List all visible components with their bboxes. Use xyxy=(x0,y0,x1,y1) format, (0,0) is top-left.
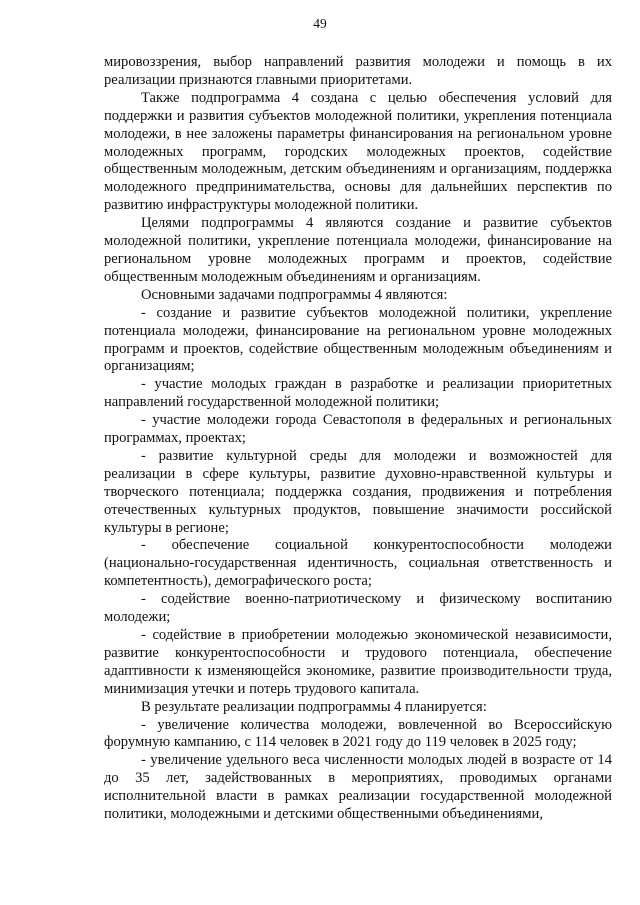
paragraph: В результате реализации подпрограммы 4 планируется: xyxy=(141,698,487,715)
document-body xyxy=(104,54,612,824)
list-item: - содействие в приобретении молодежью экономической независимости, развитие конкурентоспособности и трудового потенциала, обеспечение адаптивности к изменяющейся экономике, развитие производительности труда, минимизация утечки и потерь трудового капитала. xyxy=(104,627,612,697)
paragraph: Также подпрограмма 4 создана с целью обеспечения условий для поддержки и развития субъектов молодежной политики, укрепления потенциала молодежи, в нее заложены параметры финансирования на региональном уровне молодежных программ, городских молодежных проектов, содействие общественным молодежным, детским объединениям и организациям, поддержка молодежного предпринимательства, основы для дальнейших перспектив по развитию инфраструктуры молодежной политики. xyxy=(104,89,612,214)
list-item: - увеличение удельного веса численности молодых людей в возрасте от 14 до 35 лет, задействованных в мероприятиях, проводимых органами исполнительной власти в рамках реализации государственной молодежной политики, молодежными и детскими общественными объединениями, xyxy=(104,752,612,823)
list-item: - участие молодых граждан в разработке и реализации приоритетных направлений государственной молодежной политики; xyxy=(104,376,612,411)
list-item: - содействие военно-патриотическому и физическому воспитанию молодежи; xyxy=(104,591,612,626)
list-item: - обеспечение социальной конкурентоспособности молодежи (национально-государственная идентичность, социальная ответственность и компетентность), демографического роста; xyxy=(104,537,612,590)
page-number: 49 xyxy=(313,16,327,31)
list-item: - развитие культурной среды для молодежи и возможностей для реализации в сфере культуры, развитие духовно-нравственной культуры и творческого потенциала; поддержка создания, продвижения и потребления отечественных культурных продуктов, повышение значимости российской культуры в регионе; xyxy=(104,447,612,536)
paragraph: Целями подпрограммы 4 являются создание и развитие субъектов молодежной политики, укрепление потенциала молодежи, финансирование на региональном уровне молодежных программ и проектов, содействие общественным молодежным объединениям и организациям. xyxy=(104,215,612,285)
paragraph: мировоззрения, выбор направлений развития молодежи и помощь в их реализации признаются главными приоритетами. xyxy=(104,54,612,88)
list-item: - увеличение количества молодежи, вовлеченной во Всероссийскую форумную кампанию, с 114 человек в 2021 году до 119 человек в 2025 году; xyxy=(104,716,612,751)
list-item: - создание и развитие субъектов молодежной политики, укрепление потенциала молодежи, финансирование на региональном уровне молодежных программ и проектов, содействие общественным молодежным объединениям и организациям; xyxy=(104,304,612,375)
paragraph: Основными задачами подпрограммы 4 являются: xyxy=(141,286,448,303)
list-item: - участие молодежи города Севастополя в федеральных и региональных программах, проектах; xyxy=(104,412,612,447)
